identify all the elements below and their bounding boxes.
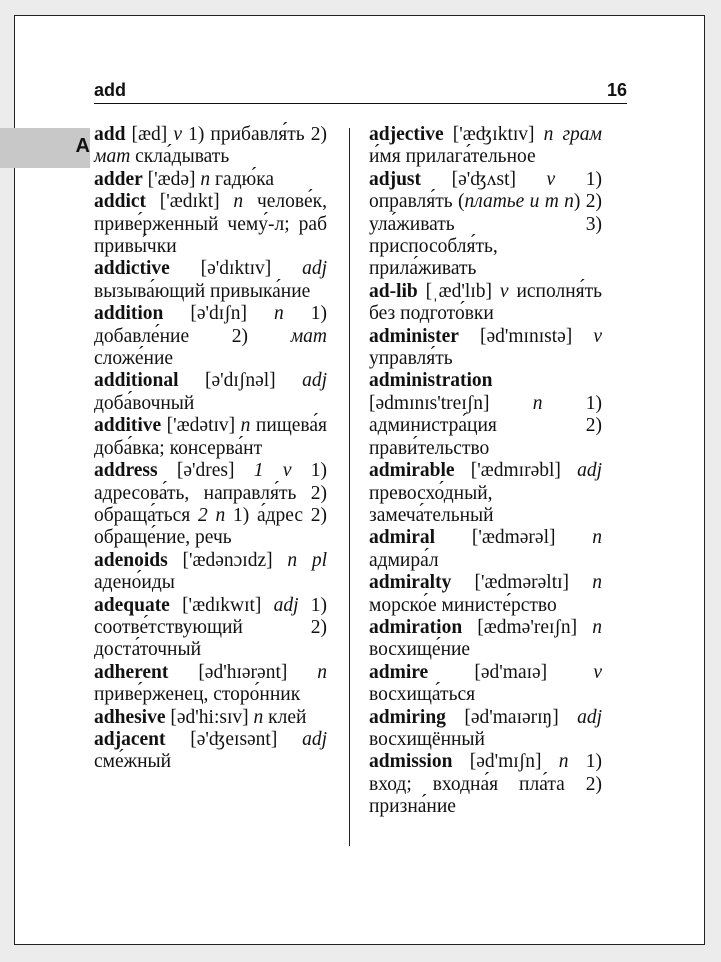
entry-headword: admiralty [369, 572, 452, 594]
entry-pronunciation: [ə'ʤʌst] [451, 168, 516, 190]
entry-translation: и́мя прилага́тельное [369, 146, 536, 168]
page-number: 16 [606, 80, 627, 100]
entry-grammar: 1 v [253, 460, 292, 482]
entry [94, 169, 327, 191]
entry-translation: 1) добавле́ние 2) [94, 303, 327, 347]
entry-headword: additional [94, 370, 179, 392]
entry-grammar: n [240, 415, 251, 437]
entry-translation: адмира́л [369, 549, 439, 571]
entry-label: грам [562, 124, 602, 145]
entry [94, 595, 327, 662]
entry-translation: исполня́ть без подгото́вки [369, 280, 603, 325]
entry-label: мат [94, 146, 131, 168]
entry-pronunciation: [əd'hɪərənt] [198, 661, 288, 683]
entry-grammar: v [546, 168, 556, 190]
entry [94, 415, 327, 460]
entry-headword: adder [94, 168, 143, 190]
entry [369, 707, 602, 752]
entry-translation: челове́к, приве́рженный чему́-л; раб привы́чки [94, 191, 327, 258]
entry-grammar: adj [273, 594, 299, 616]
entry-label: платье и т п [464, 191, 574, 213]
entry-grammar: n [543, 124, 554, 145]
entry-pronunciation: [ə'dɪʃnəl] [205, 370, 276, 392]
entry-grammar: n [532, 392, 543, 414]
entry [94, 662, 327, 707]
entry [94, 550, 327, 595]
entry-translation: вызыва́ющий привыка́ние [94, 280, 311, 302]
entry-translation: 1) администра́ция 2) прави́тельство [369, 392, 603, 459]
entry-headword: adjacent [94, 728, 166, 750]
entry-headword: adequate [94, 594, 170, 616]
entry-translation-cont: 1) а́дрес 2) обраще́ние, речь [94, 504, 328, 549]
entry-grammar: n pl [287, 549, 328, 571]
entry-translation: клей [268, 706, 307, 728]
entry-headword: addict [94, 191, 147, 213]
entry-headword: adherent [94, 661, 169, 683]
entry [94, 707, 327, 729]
entry-pronunciation: [ə'dɪʃn] [190, 303, 247, 325]
entry-pronunciation: [ə'ʤeɪsənt] [190, 728, 278, 750]
entry-pronunciation: ['ædətɪv] [166, 415, 236, 437]
entry-translation: морско́е министе́рство [369, 594, 557, 616]
entry-grammar: n [592, 572, 602, 594]
entry [369, 617, 602, 662]
entry [94, 258, 327, 303]
entry-headword: admiration [369, 616, 463, 638]
entry-headword: administer [369, 325, 459, 347]
entry-grammar: n [317, 661, 328, 683]
entry-translation: адено́иды [94, 572, 175, 594]
entry-grammar: v [593, 661, 602, 683]
entry [94, 303, 327, 370]
entry [369, 662, 602, 707]
entry-pronunciation: [əd'maɪə] [474, 661, 548, 683]
entry [94, 370, 327, 415]
entry-translation: превосхо́дный, замеча́тельный [369, 482, 494, 526]
entry-grammar: n [558, 751, 569, 773]
letter-tab [0, 128, 90, 168]
page-header [94, 80, 627, 104]
entry [94, 124, 327, 169]
entry-headword: admirable [369, 460, 455, 482]
entry-translation: 1) вход; входна́я пла́та 2) призна́ние [369, 751, 602, 818]
entry-translation-cont: скла́дывать [135, 146, 230, 168]
entry [369, 460, 602, 527]
entry-translation: доба́вочный [94, 392, 195, 414]
column-divider [349, 128, 350, 846]
entry-grammar: v [499, 280, 509, 302]
entry-pronunciation: [æd] [131, 124, 168, 145]
entry-headword: adenoids [94, 549, 168, 571]
entry-translation-cont: сложе́ние [94, 348, 174, 370]
entry-pronunciation: [ædmə'reɪʃn] [477, 616, 578, 638]
entry [369, 326, 602, 371]
letter-tab-label: A [75, 135, 90, 157]
entry-grammar: n [273, 303, 284, 325]
entry-translation: восхища́ться [369, 684, 476, 706]
entry [94, 460, 327, 550]
entry-grammar: n [253, 706, 264, 728]
right-column [369, 124, 602, 819]
entry-pronunciation: [ə'dɪktɪv] [200, 258, 272, 280]
entry-grammar: adj [302, 728, 328, 750]
entry-headword: admire [369, 661, 429, 683]
entry-pronunciation: ['ædɪkwɪt] [182, 594, 262, 616]
entry-pronunciation: ['ædə] [147, 168, 196, 190]
entry-translation: управля́ть [369, 348, 453, 370]
entry-headword: addition [94, 303, 164, 325]
entry-translation: 1) прибавля́ть 2) [188, 124, 327, 145]
entry-headword: admiral [369, 527, 436, 549]
entry-pronunciation: ['ædmərəl] [471, 527, 556, 549]
entry-pronunciation: ['ædmɪrəbl] [470, 460, 561, 482]
entry-headword: adjust [369, 168, 422, 190]
entry-headword: ad-lib [369, 280, 418, 302]
entry-headword: admiring [369, 706, 446, 728]
entry [369, 527, 602, 572]
left-column [94, 124, 327, 774]
entry-headword: additive [94, 415, 162, 437]
entry-pronunciation: ['ædɪkt] [159, 191, 220, 213]
entry-grammar: n [233, 191, 244, 213]
entry-headword: administration [369, 370, 493, 392]
entry-grammar: adj [302, 370, 328, 392]
entry [369, 169, 602, 281]
entry-pronunciation: ['æʤɪktɪv] [452, 124, 535, 145]
entry [94, 729, 327, 774]
entry-translation: 1) соотве́тствующий 2) доста́точный [94, 594, 328, 661]
entry-pronunciation: [əd'hi:sɪv] [170, 706, 249, 728]
entry-translation: пищева́я доба́вка; консерва́нт [94, 415, 328, 459]
entry [369, 124, 602, 169]
entry [369, 370, 602, 460]
entry-pronunciation: ['ædənɔɪdz] [182, 549, 273, 571]
entry-translation: гадю́ка [215, 168, 275, 190]
entry-grammar: n [200, 168, 211, 190]
entry-pronunciation: [əd'mɪʃn] [469, 751, 542, 773]
entry-translation: 1) оправля́ть ( [369, 168, 603, 213]
entry-grammar: adj [302, 258, 327, 280]
entry-pronunciation: [ədmɪnɪs'treɪʃn] [369, 392, 490, 414]
running-headword: add [94, 80, 127, 100]
entry [369, 751, 602, 818]
entry-headword: address [94, 460, 158, 482]
entry-headword: addictive [94, 258, 170, 280]
entry-pronunciation: [ˌæd'lɪb] [425, 280, 493, 302]
entry-grammar: adj [577, 460, 602, 482]
entry-label: 2 n [198, 504, 226, 526]
entry-translation: восхище́ние [369, 639, 471, 661]
entry-translation: 1) адресова́ть, направля́ть 2) обраща́ться [94, 460, 328, 526]
entry-grammar: n [592, 527, 602, 549]
entry-pronunciation: [əd'maɪərɪŋ] [464, 706, 559, 728]
entry-translation-cont: ) 2) ула́живать 3) приспособля́ть, прила́живать [369, 191, 602, 280]
entry [369, 281, 602, 326]
entry-label: мат [290, 325, 328, 347]
entry-translation: приве́рженец, сторо́нник [94, 684, 301, 706]
entry-headword: add [94, 124, 126, 145]
entry-grammar: n [592, 616, 602, 638]
entry-grammar: v [593, 325, 602, 347]
entry-headword: admission [369, 751, 453, 773]
entry [369, 572, 602, 617]
entry-grammar: v [173, 124, 183, 145]
entry [94, 191, 327, 258]
entry-pronunciation: ['ædmərəltɪ] [474, 572, 570, 594]
entry-pronunciation: [əd'mɪnɪstə] [479, 325, 573, 347]
entry-headword: adhesive [94, 706, 166, 728]
entry-headword: adjective [369, 124, 444, 145]
entry-translation: сме́жный [94, 751, 172, 773]
entry-translation: восхищённый [369, 728, 485, 750]
entry-grammar: adj [577, 706, 602, 728]
entry-pronunciation: [ə'dres] [176, 460, 235, 482]
